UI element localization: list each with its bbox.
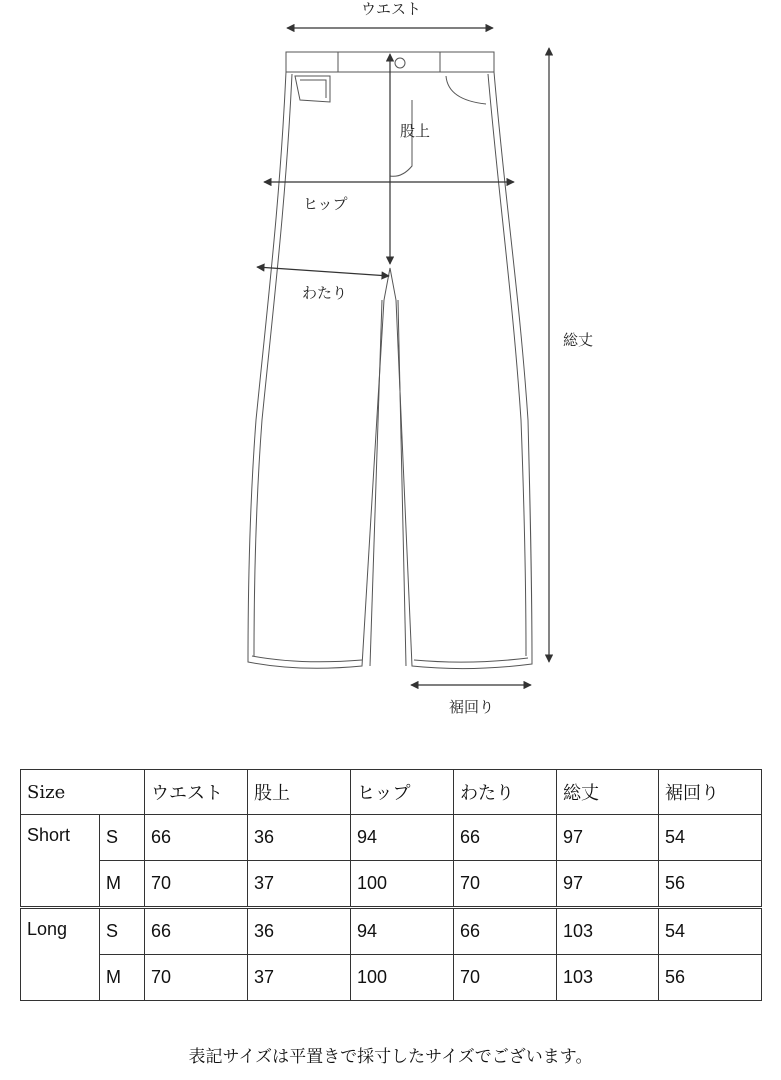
- value-cell: 36: [248, 908, 351, 955]
- group-long: Long: [21, 908, 100, 1001]
- waist-label: ウエスト: [361, 0, 422, 18]
- value-cell: 97: [557, 861, 659, 908]
- header-hem: 裾回り: [659, 770, 762, 815]
- value-cell: 56: [659, 861, 762, 908]
- value-cell: 103: [557, 908, 659, 955]
- value-cell: 70: [454, 955, 557, 1001]
- value-cell: 56: [659, 955, 762, 1001]
- header-rise: 股上: [248, 770, 351, 815]
- rise-label: 股上: [400, 122, 431, 140]
- value-cell: 70: [145, 861, 248, 908]
- value-cell: 66: [145, 815, 248, 861]
- hip-label: ヒップ: [303, 195, 348, 213]
- size-cell: S: [100, 908, 145, 955]
- value-cell: 54: [659, 815, 762, 861]
- value-cell: 37: [248, 861, 351, 908]
- table-row: [21, 815, 762, 861]
- value-cell: 66: [454, 908, 557, 955]
- value-cell: 66: [145, 908, 248, 955]
- header-waist: ウエスト: [145, 770, 248, 815]
- table-header-row: [21, 770, 762, 815]
- value-cell: 94: [351, 815, 454, 861]
- value-cell: 70: [145, 955, 248, 1001]
- group-short: Short: [21, 815, 100, 908]
- value-cell: 66: [454, 815, 557, 861]
- value-cell: 103: [557, 955, 659, 1001]
- header-size: Size: [21, 770, 145, 815]
- value-cell: 100: [351, 861, 454, 908]
- header-length: 総丈: [557, 770, 659, 815]
- value-cell: 100: [351, 955, 454, 1001]
- header-hip: ヒップ: [351, 770, 454, 815]
- value-cell: 36: [248, 815, 351, 861]
- value-cell: 37: [248, 955, 351, 1001]
- thigh-label: わたり: [302, 284, 348, 302]
- value-cell: 70: [454, 861, 557, 908]
- table-row: [21, 955, 762, 1001]
- measurement-note: 表記サイズは平置きで採寸したサイズでございます。: [188, 1047, 593, 1067]
- length-label: 総丈: [563, 331, 594, 349]
- table-row: [21, 861, 762, 908]
- header-thigh: わたり: [454, 770, 557, 815]
- value-cell: 97: [557, 815, 659, 861]
- value-cell: 94: [351, 908, 454, 955]
- value-cell: 54: [659, 908, 762, 955]
- size-table: [20, 769, 762, 1001]
- size-cell: M: [100, 861, 145, 908]
- size-cell: S: [100, 815, 145, 861]
- hem-label: 裾回り: [449, 698, 495, 716]
- size-cell: M: [100, 955, 145, 1001]
- table-row: [21, 908, 762, 955]
